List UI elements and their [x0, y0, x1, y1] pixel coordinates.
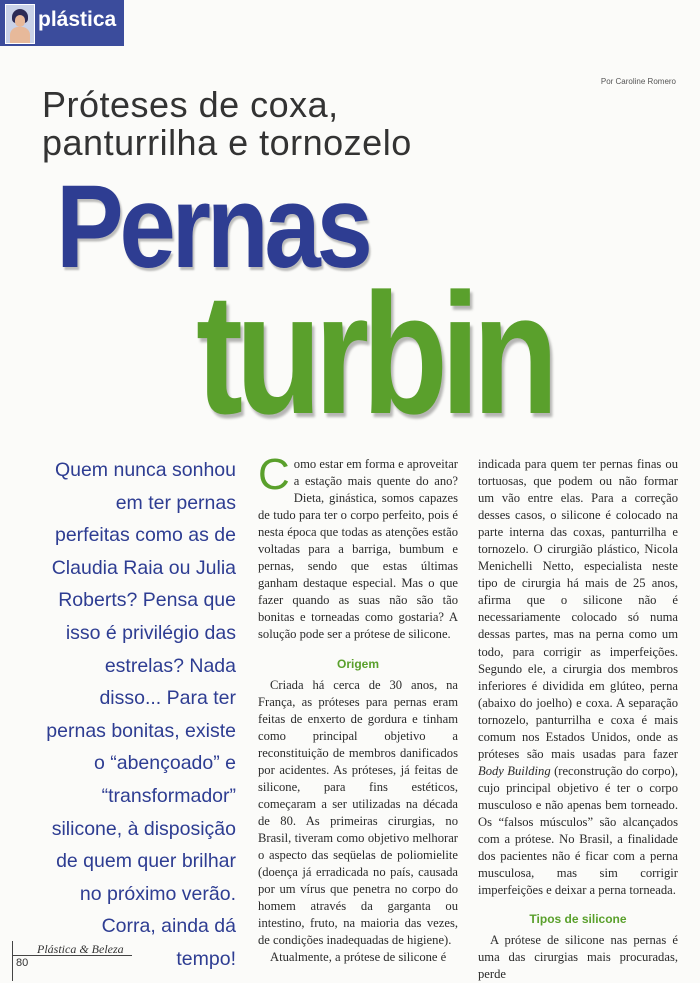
- section-label: plástica: [38, 8, 117, 31]
- subtitle: [42, 86, 412, 162]
- page-number: 80: [16, 957, 29, 969]
- paragraph-indicacao: indicada para quem ter pernas finas ou tortuosas, que podem ou não formar um vão entre elas. Para a correção desses casos, o silicone é colocado na parte interna das coxas, panturrilha e tornozelo. O cirurgião plástico, Nicola Menichelli Netto, especialista neste tipo de cirurgia há mais de 25 anos, afirma que o silicone não é necessariamente colocado só numa dessas partes, mas na perna como um todo, para corrigir as imperfeições. Segundo ele, a cirurgia dos membros inferiores é dividida em glúteo, perna (abaixo do joelho) e coxa. A separação tornozelo, panturrilha e coxa é mais comum nos Estados Unidos, onde as próteses são mais usadas para fazer Body Building (reconstrução do corpo), cujo principal objetivo é ter o corpo musculoso e não apenas bem torneado. Os “falsos músculos” são alcançados com a prótese. No Brasil, a finalidade dos pacientes não é ficar com a perna musculosa, mas sim corrigir imperfeições e deixar a perna torneada.: [478, 457, 678, 898]
- section-heading-tipos: Tipos de silicone: [529, 912, 627, 927]
- body-column-2: [478, 456, 678, 983]
- byline: Por Caroline Romero: [600, 77, 676, 86]
- headline-pernas: Pernas: [56, 161, 369, 293]
- footer-rule-vertical: [12, 941, 13, 981]
- section-badge-photo: [5, 4, 35, 44]
- section-badge: [0, 0, 124, 46]
- magazine-name: Plástica & Beleza: [37, 942, 124, 956]
- subtitle-line-1: Próteses de coxa,: [42, 84, 339, 125]
- lead-paragraph: Quem nunca sonhou em ter pernas perfeitas como as de Claudia Raia ou Julia Roberts? Pensa que isso é privilégio das estrelas? Nada disso... Para ter pernas bonitas, existe o “abençoado” e “transformador” silicone, à disposição de quem quer brilhar no próximo verão. Corra, ainda dá tempo!: [46, 459, 236, 970]
- headline-turbin: turbin: [196, 258, 552, 450]
- paragraph-atualmente: Atualmente, a prótese de silicone é: [270, 950, 447, 965]
- body-column-1: [258, 450, 458, 966]
- paragraph-intro: Como estar em forma e aproveitar a estação mais quente do ano? Dieta, ginástica, somos capazes de tudo para ter o corpo perfeito, pois é nesta época que todas as atenções estão voltadas para a barriga, bumbum e pernas, sendo que estas últimas ganham destaque especial. Mas o que fazer quando as suas não são tão bonitas e torneadas como gostaria? A solução pode ser a prótese de silicone.: [258, 450, 458, 642]
- paragraph-origem: Criada há cerca de 30 anos, na França, as próteses para pernas eram feitas de enxerto de gordura e tinham como principal objetivo a reconstituição de membros danificados por acidentes. As próteses, já feitas de silicone, para fins estéticos, começaram a ser utilizadas na década de 80. As primeiras cirurgias, no Brasil, tiveram como objetivo melhorar o aspecto das seqüelas de poliomielite (doença já erradicada no país, causada por um vírus que penetra no corpo do homem através da garganta ou intestino, fruto, na maioria das vezes, de condições inadequadas de higiene).: [258, 677, 458, 948]
- italic-term: Body Building: [478, 763, 551, 778]
- subtitle-line-2: panturrilha e tornozelo: [42, 122, 412, 163]
- drop-cap: C: [258, 450, 290, 499]
- paragraph-tipos: A prótese de silicone nas pernas é uma das cirurgias mais procuradas, perde: [478, 933, 678, 982]
- section-heading-origem: Origem: [336, 656, 379, 671]
